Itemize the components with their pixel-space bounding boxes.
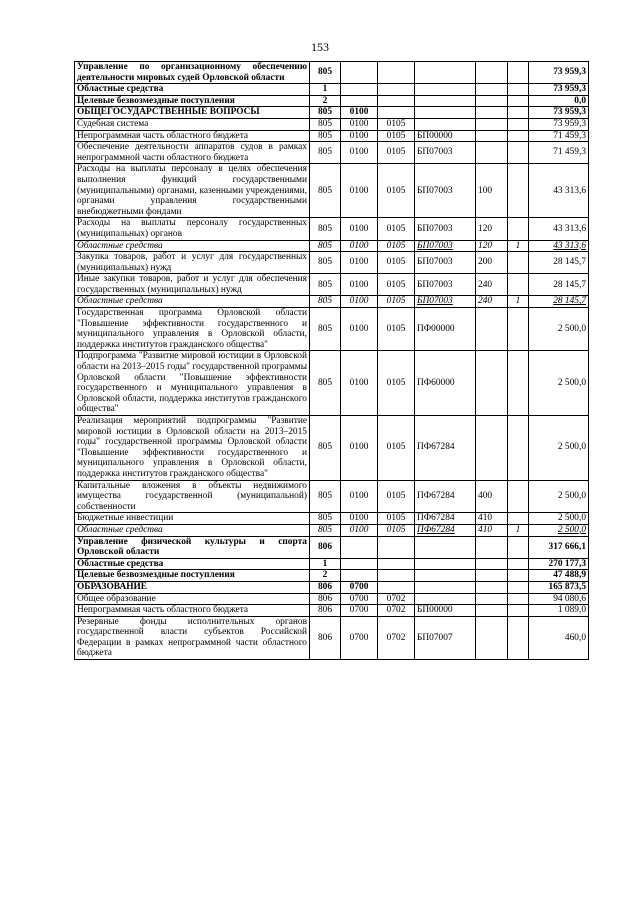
row-name-cell: Управление по организационному обеспечению деятельности мировых судей Орловской области [75,62,310,84]
table-row [75,570,589,582]
section-code-cell: 0100 [341,240,378,252]
table-row [75,616,589,659]
row-name-cell: Расходы на выплаты персоналу государственных (муниципальных) органов [75,218,310,240]
source-code-cell [508,274,529,296]
expense-type-cell [476,605,508,617]
expense-type-cell [476,593,508,605]
amount-cell: 28 145,7 [529,252,589,274]
amount-cell: 317 666,1 [529,536,589,558]
source-code-cell: 1 [508,240,529,252]
ved-code-cell: 805 [310,142,341,164]
section-code-cell: 0100 [341,130,378,142]
table-row [75,524,589,536]
ved-code-cell: 805 [310,296,341,308]
section-code-cell: 0100 [341,164,378,218]
source-code-cell [508,107,529,119]
expense-type-cell: 200 [476,252,508,274]
section-code-cell [341,570,378,582]
section-code-cell [341,95,378,107]
ved-code-cell: 806 [310,593,341,605]
expense-type-cell [476,95,508,107]
expense-type-cell [476,581,508,593]
expense-type-cell [476,416,508,481]
source-code-cell: 1 [508,524,529,536]
subsection-code-cell: 0105 [378,252,415,274]
ved-code-cell: 805 [310,252,341,274]
table-row [75,84,589,96]
row-name-cell: Закупка товаров, работ и услуг для государственных (муниципальных) нужд [75,252,310,274]
ved-code-cell: 805 [310,118,341,130]
target-article-cell: ПФ67284 [415,416,476,481]
row-name-cell: Иные закупки товаров, работ и услуг для обеспечения государственных (муниципальных) нужд [75,274,310,296]
row-name-cell: ОБЩЕГОСУДАРСТВЕННЫЕ ВОПРОСЫ [75,107,310,119]
ved-code-cell: 805 [310,164,341,218]
expense-type-cell [476,570,508,582]
subsection-code-cell: 0702 [378,593,415,605]
expense-type-cell [476,107,508,119]
target-article-cell: БП00000 [415,605,476,617]
amount-cell: 0,0 [529,95,589,107]
source-code-cell [508,308,529,351]
expense-type-cell [476,536,508,558]
source-code-cell [508,62,529,84]
expense-type-cell: 120 [476,218,508,240]
amount-cell: 43 313,6 [529,218,589,240]
expense-type-cell: 100 [476,164,508,218]
target-article-cell: БП07003 [415,142,476,164]
subsection-code-cell: 0105 [378,513,415,525]
subsection-code-cell [378,84,415,96]
expense-type-cell [476,616,508,659]
ved-code-cell: 806 [310,581,341,593]
row-name-cell: Государственная программа Орловской области "Повышение эффективности государственного и муниципального управления в Орловской области, поддержка институтов гражданского общества" [75,308,310,351]
ved-code-cell: 806 [310,536,341,558]
table-row [75,308,589,351]
table-row [75,218,589,240]
target-article-cell [415,536,476,558]
subsection-code-cell [378,62,415,84]
source-code-cell [508,616,529,659]
expense-type-cell: 240 [476,296,508,308]
amount-cell: 43 313,6 [529,240,589,252]
expense-type-cell [476,130,508,142]
target-article-cell [415,593,476,605]
amount-cell: 2 500,0 [529,416,589,481]
source-code-cell [508,416,529,481]
section-code-cell [341,558,378,570]
subsection-code-cell: 0105 [378,164,415,218]
row-name-cell: Областные средства [75,84,310,96]
table-row [75,62,589,84]
target-article-cell: БП07007 [415,616,476,659]
ved-code-cell: 805 [310,480,341,513]
section-code-cell: 0100 [341,142,378,164]
subsection-code-cell: 0105 [378,218,415,240]
amount-cell: 2 500,0 [529,513,589,525]
target-article-cell: БП07003 [415,296,476,308]
ved-code-cell: 805 [310,62,341,84]
target-article-cell [415,84,476,96]
table-row [75,513,589,525]
amount-cell: 73 959,3 [529,84,589,96]
table-row [75,240,589,252]
table-row [75,296,589,308]
source-code-cell [508,218,529,240]
subsection-code-cell: 0105 [378,240,415,252]
row-name-cell: Непрограммная часть областного бюджета [75,130,310,142]
budget-table [74,61,589,660]
ved-code-cell: 806 [310,616,341,659]
section-code-cell: 0700 [341,605,378,617]
source-code-cell [508,536,529,558]
amount-cell: 1 089,0 [529,605,589,617]
section-code-cell [341,536,378,558]
row-name-cell: Резервные фонды исполнительных органов государственной власти субъектов Российской Федерации в рамках непрограммной части областного бюджета [75,616,310,659]
ved-code-cell: 806 [310,605,341,617]
target-article-cell: БП07003 [415,274,476,296]
ved-code-cell: 805 [310,524,341,536]
row-name-cell: Судебная система [75,118,310,130]
table-row [75,274,589,296]
target-article-cell [415,107,476,119]
row-name-cell: ОБРАЗОВАНИЕ [75,581,310,593]
table-row [75,605,589,617]
table-row [75,118,589,130]
ved-code-cell: 805 [310,130,341,142]
row-name-cell: Общее образование [75,593,310,605]
row-name-cell: Реализация мероприятий подпрограммы "Развитие мировой юстиции в Орловской области на 2013–2015 годы" государственной программы Орловской области "Повышение эффективности государственного и муниципального управления в Орловской области, поддержка институтов гражданского общества" [75,416,310,481]
subsection-code-cell [378,581,415,593]
target-article-cell: БП00000 [415,130,476,142]
source-code-cell [508,118,529,130]
subsection-code-cell [378,558,415,570]
row-name-cell: Целевые безвозмездные поступления [75,570,310,582]
expense-type-cell: 240 [476,274,508,296]
table-row [75,416,589,481]
section-code-cell: 0100 [341,252,378,274]
source-code-cell [508,513,529,525]
ved-code-cell: 805 [310,240,341,252]
section-code-cell: 0100 [341,107,378,119]
expense-type-cell [476,118,508,130]
source-code-cell [508,593,529,605]
subsection-code-cell [378,95,415,107]
source-code-cell [508,351,529,416]
ved-code-cell: 805 [310,351,341,416]
section-code-cell: 0100 [341,296,378,308]
subsection-code-cell [378,107,415,119]
source-code-cell [508,558,529,570]
amount-cell: 47 488,9 [529,570,589,582]
ved-code-cell: 2 [310,95,341,107]
page-number: 153 [311,40,329,54]
table-row [75,536,589,558]
row-name-cell: Расходы на выплаты персоналу в целях обеспечения выполнения функций государственными (муниципальными) органами, казенными учреждениями, органами управления государственными внебюджетными фондами [75,164,310,218]
target-article-cell [415,558,476,570]
section-code-cell [341,84,378,96]
table-row [75,252,589,274]
amount-cell: 28 145,7 [529,274,589,296]
table-row [75,130,589,142]
subsection-code-cell: 0105 [378,416,415,481]
row-name-cell: Капитальные вложения в объекты недвижимого имущества государственной (муниципальной) собственности [75,480,310,513]
subsection-code-cell: 0105 [378,480,415,513]
subsection-code-cell: 0702 [378,616,415,659]
section-code-cell [341,62,378,84]
subsection-code-cell: 0105 [378,130,415,142]
target-article-cell: ПФ67284 [415,524,476,536]
subsection-code-cell: 0105 [378,118,415,130]
ved-code-cell: 805 [310,218,341,240]
section-code-cell: 0100 [341,480,378,513]
table-row [75,593,589,605]
expense-type-cell: 400 [476,480,508,513]
amount-cell: 2 500,0 [529,480,589,513]
row-name-cell: Областные средства [75,296,310,308]
section-code-cell: 0100 [341,118,378,130]
section-code-cell: 0700 [341,616,378,659]
row-name-cell: Областные средства [75,240,310,252]
section-code-cell: 0100 [341,218,378,240]
amount-cell: 2 500,0 [529,524,589,536]
amount-cell: 2 500,0 [529,351,589,416]
amount-cell: 71 459,3 [529,130,589,142]
section-code-cell: 0100 [341,513,378,525]
amount-cell: 28 145,7 [529,296,589,308]
section-code-cell: 0100 [341,416,378,481]
source-code-cell [508,164,529,218]
expense-type-cell [476,558,508,570]
subsection-code-cell: 0105 [378,351,415,416]
amount-cell: 71 459,3 [529,142,589,164]
subsection-code-cell: 0105 [378,296,415,308]
source-code-cell [508,130,529,142]
ved-code-cell: 805 [310,274,341,296]
subsection-code-cell: 0105 [378,274,415,296]
target-article-cell: БП07003 [415,252,476,274]
section-code-cell: 0700 [341,581,378,593]
row-name-cell: Управление физической культуры и спорта Орловской области [75,536,310,558]
ved-code-cell: 805 [310,513,341,525]
subsection-code-cell: 0105 [378,142,415,164]
subsection-code-cell: 0105 [378,524,415,536]
table-row [75,480,589,513]
amount-cell: 73 959,3 [529,118,589,130]
subsection-code-cell [378,570,415,582]
table-row [75,107,589,119]
target-article-cell: ПФ67284 [415,513,476,525]
expense-type-cell [476,142,508,164]
table-row [75,581,589,593]
subsection-code-cell: 0702 [378,605,415,617]
section-code-cell: 0100 [341,524,378,536]
target-article-cell [415,62,476,84]
row-name-cell: Целевые безвозмездные поступления [75,95,310,107]
row-name-cell: Непрограммная часть областного бюджета [75,605,310,617]
expense-type-cell: 120 [476,240,508,252]
source-code-cell [508,605,529,617]
expense-type-cell: 410 [476,524,508,536]
row-name-cell: Обеспечение деятельности аппаратов судов в рамках непрограммной части областного бюджета [75,142,310,164]
ved-code-cell: 805 [310,308,341,351]
target-article-cell [415,118,476,130]
target-article-cell: БП07003 [415,240,476,252]
section-code-cell: 0100 [341,308,378,351]
ved-code-cell: 805 [310,107,341,119]
section-code-cell: 0100 [341,351,378,416]
target-article-cell: ПФ60000 [415,351,476,416]
target-article-cell: ПФ67284 [415,480,476,513]
table-row [75,351,589,416]
amount-cell: 165 873,5 [529,581,589,593]
ved-code-cell: 805 [310,416,341,481]
row-name-cell: Бюджетные инвестиции [75,513,310,525]
subsection-code-cell: 0105 [378,308,415,351]
amount-cell: 73 959,3 [529,107,589,119]
amount-cell: 460,0 [529,616,589,659]
amount-cell: 43 313,6 [529,164,589,218]
source-code-cell [508,84,529,96]
target-article-cell: ПФ00000 [415,308,476,351]
source-code-cell [508,95,529,107]
target-article-cell: БП07003 [415,218,476,240]
target-article-cell: БП07003 [415,164,476,218]
table-row [75,558,589,570]
target-article-cell [415,570,476,582]
table-row [75,142,589,164]
row-name-cell: Областные средства [75,524,310,536]
row-name-cell: Областные средства [75,558,310,570]
amount-cell: 94 080,6 [529,593,589,605]
amount-cell: 2 500,0 [529,308,589,351]
source-code-cell: 1 [508,296,529,308]
source-code-cell [508,480,529,513]
source-code-cell [508,570,529,582]
section-code-cell: 0700 [341,593,378,605]
section-code-cell: 0100 [341,274,378,296]
amount-cell: 270 177,3 [529,558,589,570]
expense-type-cell [476,62,508,84]
ved-code-cell: 1 [310,84,341,96]
ved-code-cell: 2 [310,570,341,582]
table-row [75,95,589,107]
row-name-cell: Подпрограмма "Развитие мировой юстиции в Орловской области на 2013–2015 годы" государственной программы Орловской области "Повышение эффективности государственного и муниципального управления в Орловской области, поддержка институтов гражданского общества" [75,351,310,416]
source-code-cell [508,252,529,274]
table-row [75,164,589,218]
budget-table-body [75,62,589,660]
subsection-code-cell [378,536,415,558]
target-article-cell [415,95,476,107]
target-article-cell [415,581,476,593]
source-code-cell [508,581,529,593]
source-code-cell [508,142,529,164]
expense-type-cell [476,351,508,416]
ved-code-cell: 1 [310,558,341,570]
expense-type-cell: 410 [476,513,508,525]
expense-type-cell [476,84,508,96]
amount-cell: 73 959,3 [529,62,589,84]
expense-type-cell [476,308,508,351]
